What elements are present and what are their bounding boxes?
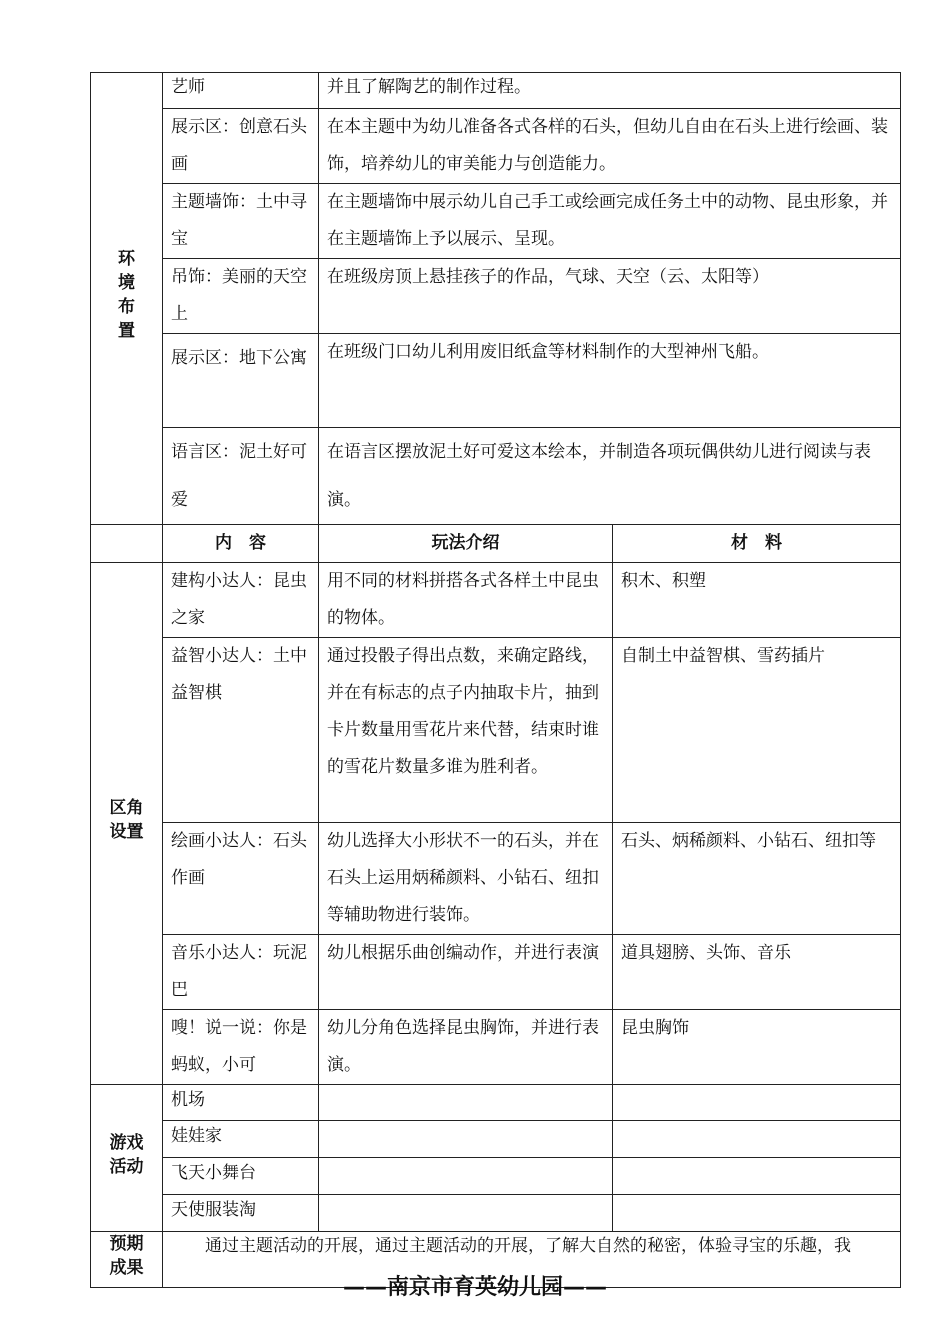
env-item-desc: 在语言区摆放泥土好可爱这本绘本，并制造各项玩偶供幼儿进行阅读与表演。	[319, 428, 901, 525]
corner-item-play: 用不同的材料拼搭各式各样土中昆虫的物体。	[319, 563, 613, 638]
outcome-text: 通过主题活动的开展，通过主题活动的开展，了解大自然的秘密，体验寻宝的乐趣，我	[163, 1232, 901, 1288]
game-item-name: 天使服装淘	[163, 1195, 319, 1232]
game-item-play	[319, 1121, 613, 1158]
corner-item-name: 嗖！说一说：你是蚂蚁，小可	[163, 1010, 319, 1085]
header-material: 材 料	[613, 525, 901, 563]
env-item-name: 展示区：创意石头画	[163, 109, 319, 184]
env-item-name: 艺师	[163, 73, 319, 109]
game-row	[91, 1085, 901, 1121]
env-item-name: 吊饰：美丽的天空上	[163, 259, 319, 334]
env-row	[91, 428, 901, 525]
game-item-material	[613, 1121, 901, 1158]
game-item-name: 飞天小舞台	[163, 1158, 319, 1195]
footer-school-name: ——南京市育英幼儿园——	[342, 1275, 607, 1300]
env-row	[91, 334, 901, 428]
game-item-material	[613, 1158, 901, 1195]
corner-item-material: 道具翅膀、头饰、音乐	[613, 935, 901, 1010]
corner-row	[91, 935, 901, 1010]
env-row	[91, 73, 901, 109]
game-item-material	[613, 1085, 901, 1121]
env-section-label: 环境布置	[91, 73, 163, 525]
corner-item-play: 幼儿分角色选择昆虫胸饰，并进行表演。	[319, 1010, 613, 1085]
corner-row	[91, 563, 901, 638]
game-row	[91, 1121, 901, 1158]
outcome-section-label: 预期成果	[91, 1232, 163, 1288]
table-header-row	[91, 525, 901, 563]
corner-row	[91, 823, 901, 935]
game-item-play	[319, 1195, 613, 1232]
env-item-desc: 在班级房顶上悬挂孩子的作品，气球、天空（云、太阳等）	[319, 259, 901, 334]
header-play: 玩法介绍	[319, 525, 613, 563]
corner-item-material: 昆虫胸饰	[613, 1010, 901, 1085]
env-item-desc: 在本主题中为幼儿准备各式各样的石头，但幼儿自由在石头上进行绘画、装饰，培养幼儿的审美能力与创造能力。	[319, 109, 901, 184]
corner-row	[91, 1010, 901, 1085]
env-item-desc: 在班级门口幼儿利用废旧纸盒等材料制作的大型神州飞船。	[319, 334, 901, 428]
game-item-material	[613, 1195, 901, 1232]
corner-item-material: 自制土中益智棋、雪药插片	[613, 638, 901, 823]
corner-item-material: 积木、积塑	[613, 563, 901, 638]
header-empty-cell	[91, 525, 163, 563]
corner-row	[91, 638, 901, 823]
env-row	[91, 109, 901, 184]
env-item-desc: 并且了解陶艺的制作过程。	[319, 73, 901, 109]
corner-item-name: 音乐小达人：玩泥巴	[163, 935, 319, 1010]
game-item-play	[319, 1085, 613, 1121]
corner-item-name: 绘画小达人：石头作画	[163, 823, 319, 935]
game-item-name: 娃娃家	[163, 1121, 319, 1158]
env-row	[91, 184, 901, 259]
env-item-name: 语言区：泥土好可爱	[163, 428, 319, 525]
game-section-label: 游戏活动	[91, 1085, 163, 1232]
corner-item-name: 建构小达人：昆虫之家	[163, 563, 319, 638]
game-item-play	[319, 1158, 613, 1195]
game-row	[91, 1195, 901, 1232]
header-content: 内 容	[163, 525, 319, 563]
corner-item-play: 幼儿根据乐曲创编动作，并进行表演	[319, 935, 613, 1010]
corner-item-material: 石头、炳稀颜料、小钻石、纽扣等	[613, 823, 901, 935]
env-item-desc: 在主题墙饰中展示幼儿自己手工或绘画完成任务土中的动物、昆虫形象，并在主题墙饰上予以展示、呈现。	[319, 184, 901, 259]
corner-item-name: 益智小达人：土中益智棋	[163, 638, 319, 823]
corner-item-play: 通过投骰子得出点数，来确定路线，并在有标志的点子内抽取卡片，抽到卡片数量用雪花片来代替，结束时谁的雪花片数量多谁为胜利者。	[319, 638, 613, 823]
game-item-name: 机场	[163, 1085, 319, 1121]
env-item-name: 展示区：地下公寓	[163, 334, 319, 428]
corner-section-label: 区角设置	[91, 563, 163, 1085]
env-item-name: 主题墙饰：土中寻宝	[163, 184, 319, 259]
corner-item-play: 幼儿选择大小形状不一的石头，并在石头上运用炳稀颜料、小钻石、纽扣等辅助物进行装饰。	[319, 823, 613, 935]
plan-table	[90, 72, 901, 1288]
env-row	[91, 259, 901, 334]
game-row	[91, 1158, 901, 1195]
